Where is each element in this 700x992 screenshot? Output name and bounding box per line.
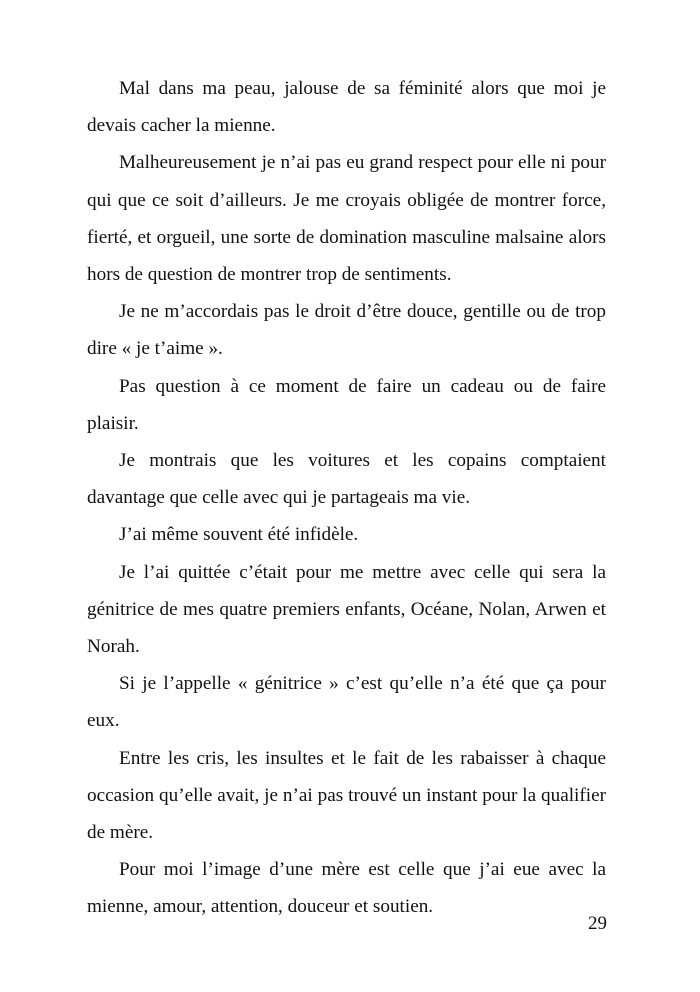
- paragraph: Pour moi l’image d’une mère est celle que j’ai eue avec la mienne, amour, attention, douceur et soutien.: [87, 859, 606, 918]
- paragraph: J’ai même souvent été infidèle.: [119, 524, 359, 546]
- paragraph: Je l’ai quittée c’était pour me mettre avec celle qui sera la génitrice de mes quatre premiers enfants, Océane, Nolan, Arwen et Norah.: [87, 561, 606, 658]
- paragraph: Mal dans ma peau, jalouse de sa féminité alors que moi je devais cacher la mienne.: [87, 78, 606, 137]
- paragraph: Je ne m’accordais pas le droit d’être douce, gentille ou de trop dire « je t’aime ».: [87, 301, 606, 360]
- paragraph: Si je l’appelle « génitrice » c’est qu’elle n’a été que ça pour eux.: [87, 673, 606, 732]
- paragraph: Je montrais que les voitures et les copains comptaient davantage que celle avec qui je partageais ma vie.: [87, 450, 606, 509]
- page-number: 29: [588, 913, 607, 934]
- paragraph: Malheureusement je n’ai pas eu grand respect pour elle ni pour qui que ce soit d’ailleurs. Je me croyais obligée de montrer force, fierté, et orgueil, une sorte de domination masculine malsaine alors hors de question de montrer trop de sentiments.: [87, 152, 606, 286]
- paragraph: Pas question à ce moment de faire un cadeau ou de faire plaisir.: [87, 375, 606, 434]
- body-text: [87, 70, 606, 926]
- paragraph: Entre les cris, les insultes et le fait de les rabaisser à chaque occasion qu’elle avait, je n’ai pas trouvé un instant pour la qualifier de mère.: [87, 747, 606, 844]
